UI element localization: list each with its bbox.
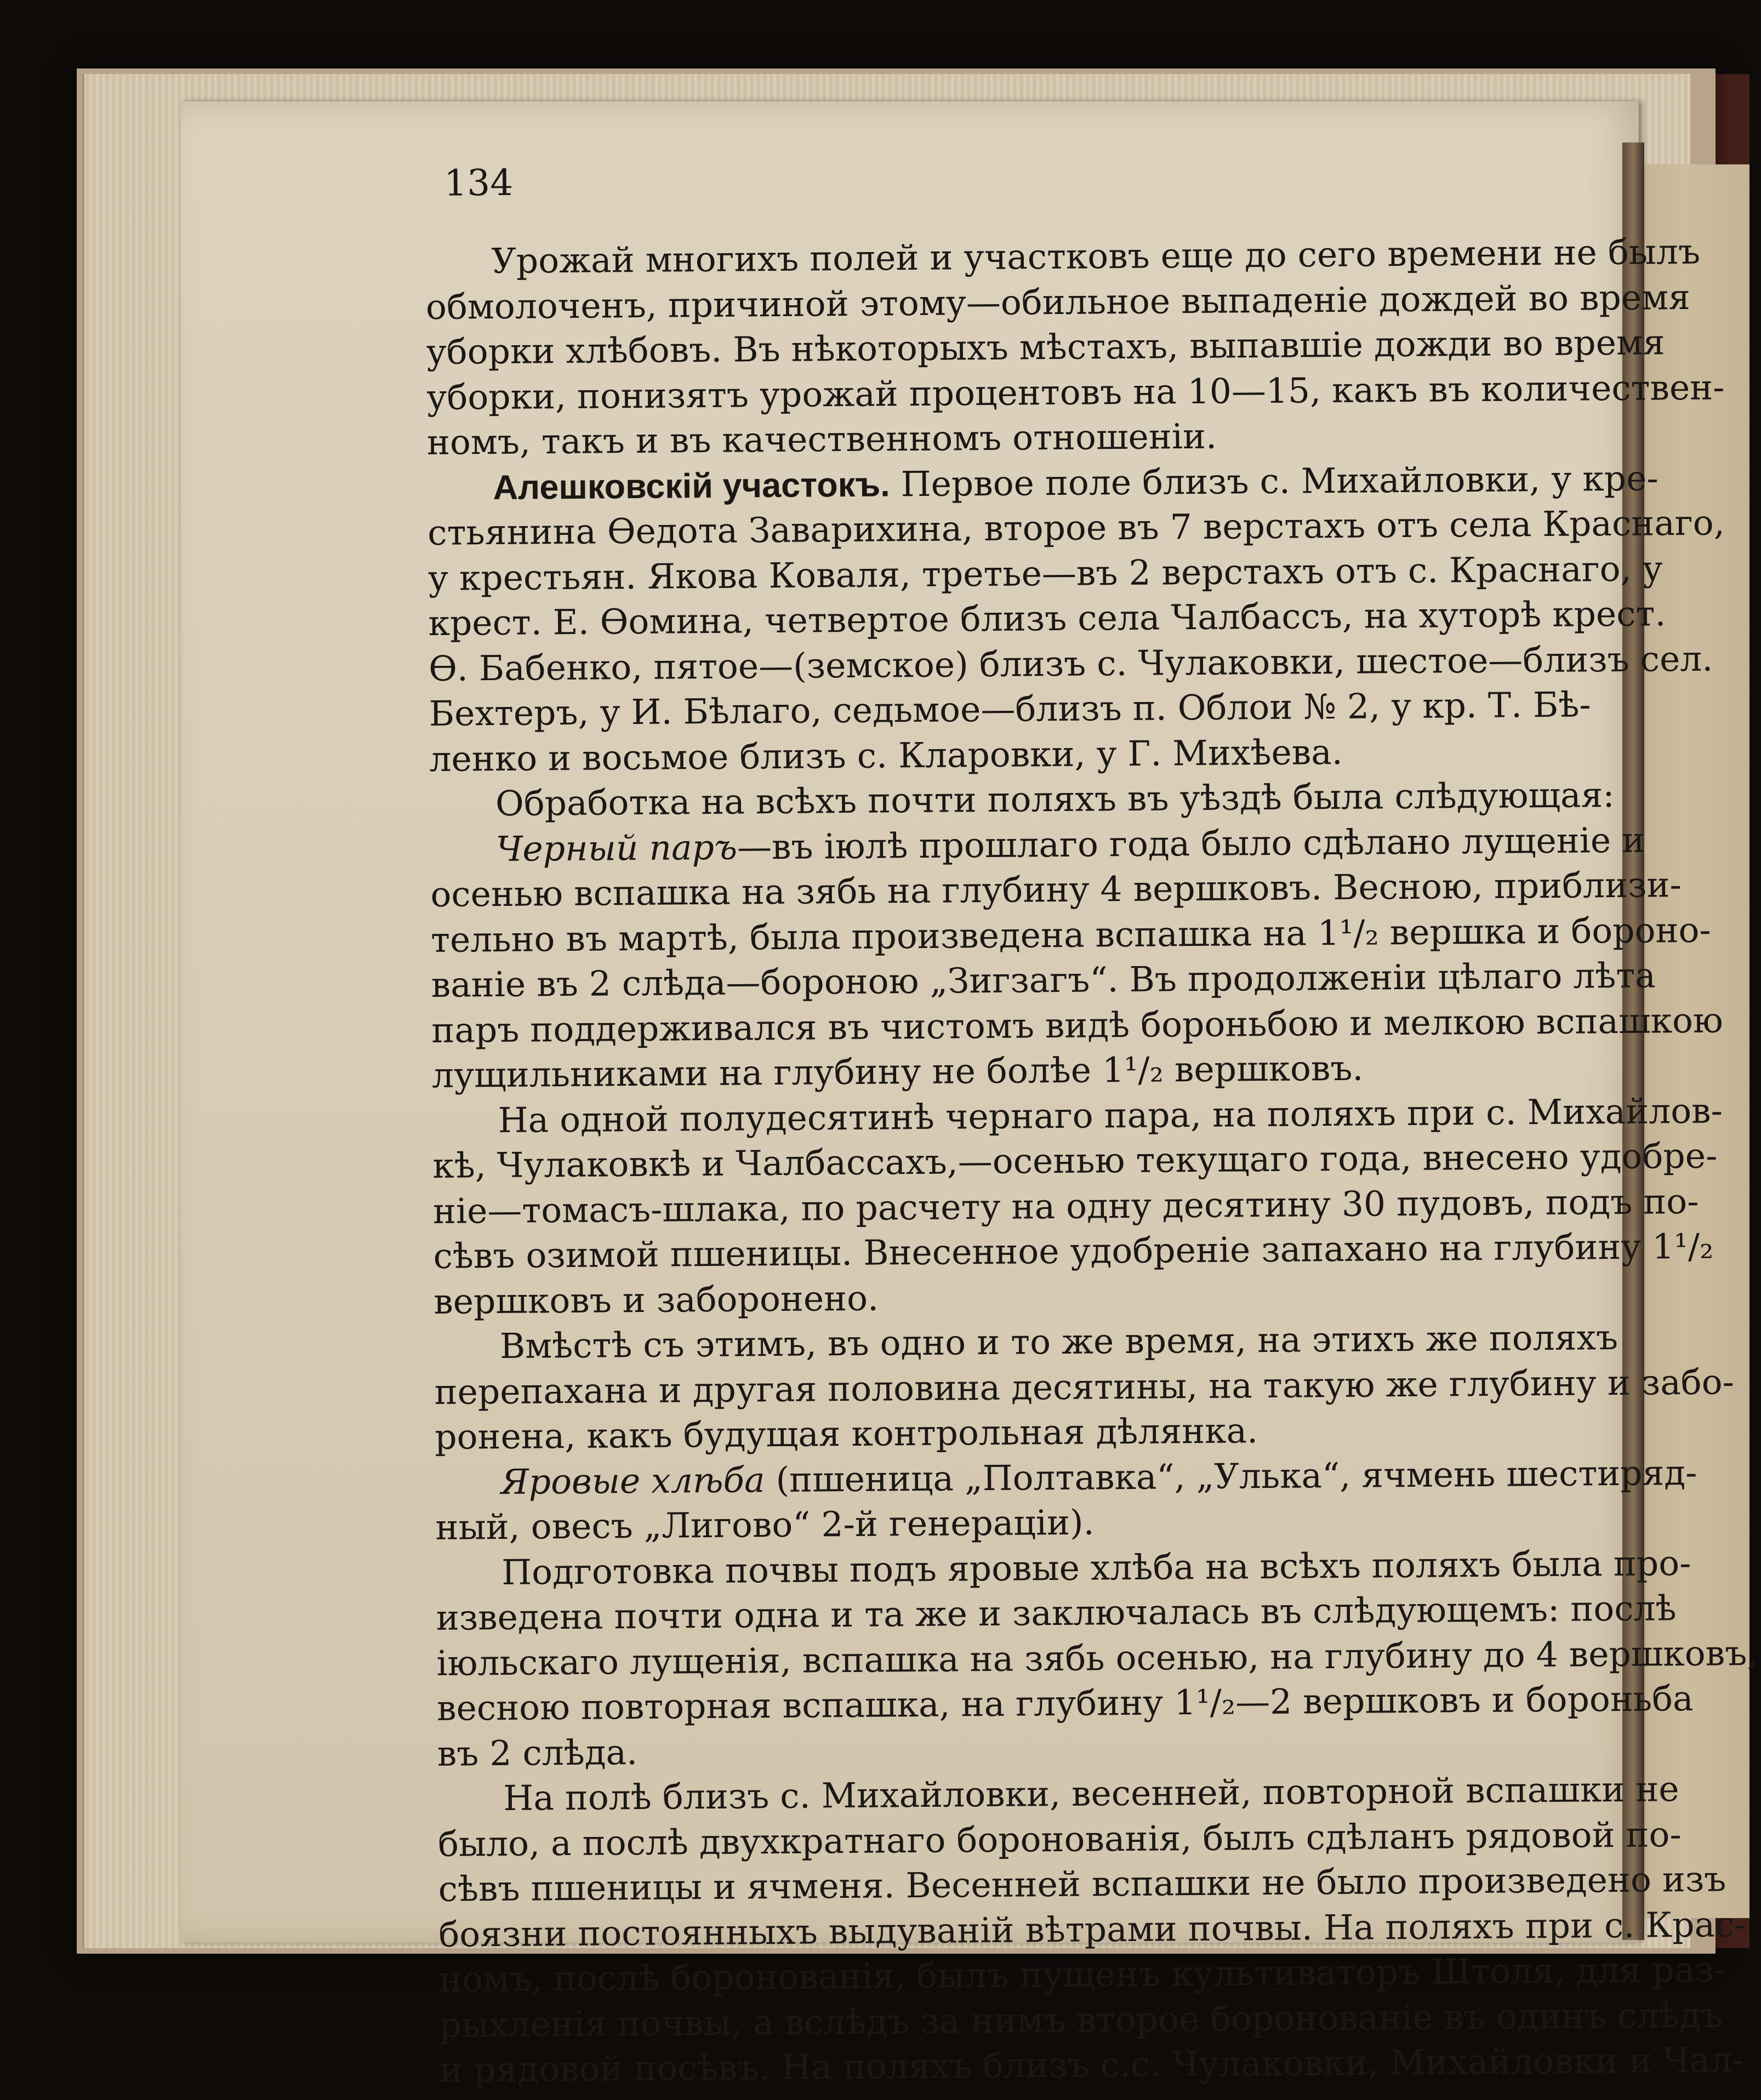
line-text: ваніе въ 2 слѣда—бороною „Зигзагъ“. Въ продолженіи цѣлаго лѣта xyxy=(431,955,1656,1005)
text-line xyxy=(430,773,1615,828)
line-text: перепахана и другая половина десятины, на такую же глубину и забо- xyxy=(434,1361,1735,1412)
text-line xyxy=(428,592,1666,647)
line-text: ніе—томасъ-шлака, по расчету на одну десятину 30 пудовъ, подъ по- xyxy=(432,1181,1699,1231)
text-line xyxy=(426,366,1725,420)
text-line xyxy=(431,999,1724,1053)
italic-term: Яровые хлѣба xyxy=(500,1459,765,1502)
text-line xyxy=(427,502,1725,556)
line-text: номъ, послѣ боронованія, былъ пущенъ культиваторъ Штоля, для раз- xyxy=(438,1949,1726,2000)
line-text: лущильниками на глубину не болѣе 1¹/₂ вершковъ. xyxy=(431,1048,1364,1095)
line-text: и рядовой посѣвъ. На поляхъ близъ с.с. Чулаковки, Михайловки и Чал- xyxy=(439,2040,1744,2090)
text-line xyxy=(439,2039,1744,2093)
line-text: сѣвъ пшеницы и ячменя. Весенней вспашки не было произведено изъ xyxy=(438,1859,1726,1909)
line-text: сѣвъ озимой пшеницы. Внесенное удобреніе запахано на глубину 1¹/₂ xyxy=(433,1226,1714,1276)
line-text: ронена, какъ будущая контрольная дѣлянка. xyxy=(434,1411,1258,1457)
text-line xyxy=(432,1135,1718,1189)
text-line xyxy=(438,1858,1726,1913)
line-text: было, а послѣ двухкратнаго боронованія, былъ сдѣланъ рядовой по- xyxy=(437,1814,1682,1864)
text-line xyxy=(425,231,1701,285)
line-text: изведена почти одна и та же и заключалась въ слѣдующемъ: послѣ xyxy=(436,1588,1677,1638)
page-content xyxy=(425,158,1758,2093)
line-text: (пшеница „Полтавка“, „Улька“, ячмень шестиряд- xyxy=(765,1452,1697,1500)
italic-term: Черный паръ xyxy=(495,827,738,869)
line-text: осенью вспашка на зябь на глубину 4 вершковъ. Весною, приблизи- xyxy=(430,865,1682,915)
line-text: Подготовка почвы подъ яровые хлѣба на всѣхъ поляхъ была про- xyxy=(501,1543,1691,1593)
line-text: весною повторная вспашка, на глубину 1¹/₂—2 вершковъ и бороньба xyxy=(436,1678,1694,1728)
line-text: рыхленія почвы, а вслѣдъ за нимъ второе боронованіе въ одинъ слѣдъ xyxy=(439,1995,1723,2045)
section-heading: Алешковскій участокъ. xyxy=(493,465,890,507)
line-text: паръ поддерживался въ чистомъ видѣ бороньбою и мелкою вспашкою xyxy=(431,1000,1724,1051)
line-text: обмолоченъ, причиной этому—обильное выпаденіе дождей во время xyxy=(425,277,1691,327)
line-text: На полѣ близъ с. Михайловки, весенней, повторной вспашки не xyxy=(503,1769,1679,1818)
line-text: уборки, понизятъ урожай процентовъ на 10—15, какъ въ количествен- xyxy=(426,367,1725,418)
page-number: 134 xyxy=(443,161,514,204)
text-line xyxy=(431,954,1656,1008)
line-text: у крестьян. Якова Коваля, третье—въ 2 верстахъ отъ с. Краснаго, у xyxy=(428,548,1663,598)
line-text: Бехтеръ, у И. Бѣлаго, седьмое—близъ п. Облои № 2, у кр. Т. Бѣ- xyxy=(429,684,1591,734)
text-line xyxy=(426,321,1665,375)
text-line xyxy=(438,1949,1726,2003)
line-text: въ 2 слѣда. xyxy=(437,1732,638,1774)
line-text: ленко и восьмое близъ с. Кларовки, у Г. Михѣева. xyxy=(429,732,1343,779)
line-text: ный, овесъ „Лигово“ 2-й генераціи). xyxy=(435,1502,1095,1548)
line-text: кѣ, Чулаковкѣ и Чалбассахъ,—осенью текущаго года, внесено удобре- xyxy=(432,1135,1718,1186)
text-line xyxy=(433,1225,1714,1280)
line-text: крест. Е. Ѳомина, четвертое близъ села Чалбассъ, на хуторѣ крест. xyxy=(428,594,1666,643)
text-line xyxy=(429,683,1591,737)
line-text: боязни постоянныхъ выдуваній вѣтрами почвы. На поляхъ при с. Крас- xyxy=(438,1904,1746,1955)
text-line xyxy=(434,1316,1618,1370)
body-text xyxy=(425,231,1758,2093)
line-text: На одной полудесятинѣ чернаго пара, на поляхъ при с. Михайлов- xyxy=(498,1090,1723,1140)
line-text: уборки хлѣбовъ. Въ нѣкоторыхъ мѣстахъ, выпавшіе дожди во время xyxy=(426,322,1665,372)
line-text: Первое поле близъ с. Михайловки, у кре- xyxy=(890,458,1659,504)
line-text: —въ іюлѣ прошлаго года было сдѣлано лущеніе и xyxy=(737,820,1645,868)
text-line xyxy=(430,864,1682,918)
line-text: Ѳ. Бабенко, пятое—(земское) близъ с. Чулаковки, шестое—близъ сел. xyxy=(428,638,1713,689)
line-text: Урожай многихъ полей и участковъ еще до сего времени не былъ xyxy=(491,231,1701,282)
line-text: іюльскаго лущенія, вспашка на зябь осенью, на глубину до 4 вершковъ, xyxy=(436,1633,1758,1684)
line-text: стьянина Ѳедота Заварихина, второе въ 7 верстахъ отъ села Краснаго, xyxy=(427,503,1725,553)
line-text: вершковъ и заборонено. xyxy=(433,1278,879,1322)
text-line xyxy=(436,1587,1677,1641)
text-line xyxy=(437,1768,1679,1822)
line-text: Вмѣстѣ съ этимъ, въ одно и то же время, на этихъ же поляхъ xyxy=(499,1317,1618,1366)
line-text: номъ, такъ и въ качественномъ отношеніи. xyxy=(426,416,1217,463)
text-line xyxy=(436,1677,1694,1732)
text-line xyxy=(435,1451,1697,1505)
line-text: тельно въ мартѣ, была произведена вспашка на 1¹/₂ вершка и бороно- xyxy=(430,910,1711,960)
text-line xyxy=(434,1361,1735,1415)
line-text: Обработка на всѣхъ почти поляхъ въ уѣздѣ была слѣдующая: xyxy=(495,774,1615,824)
